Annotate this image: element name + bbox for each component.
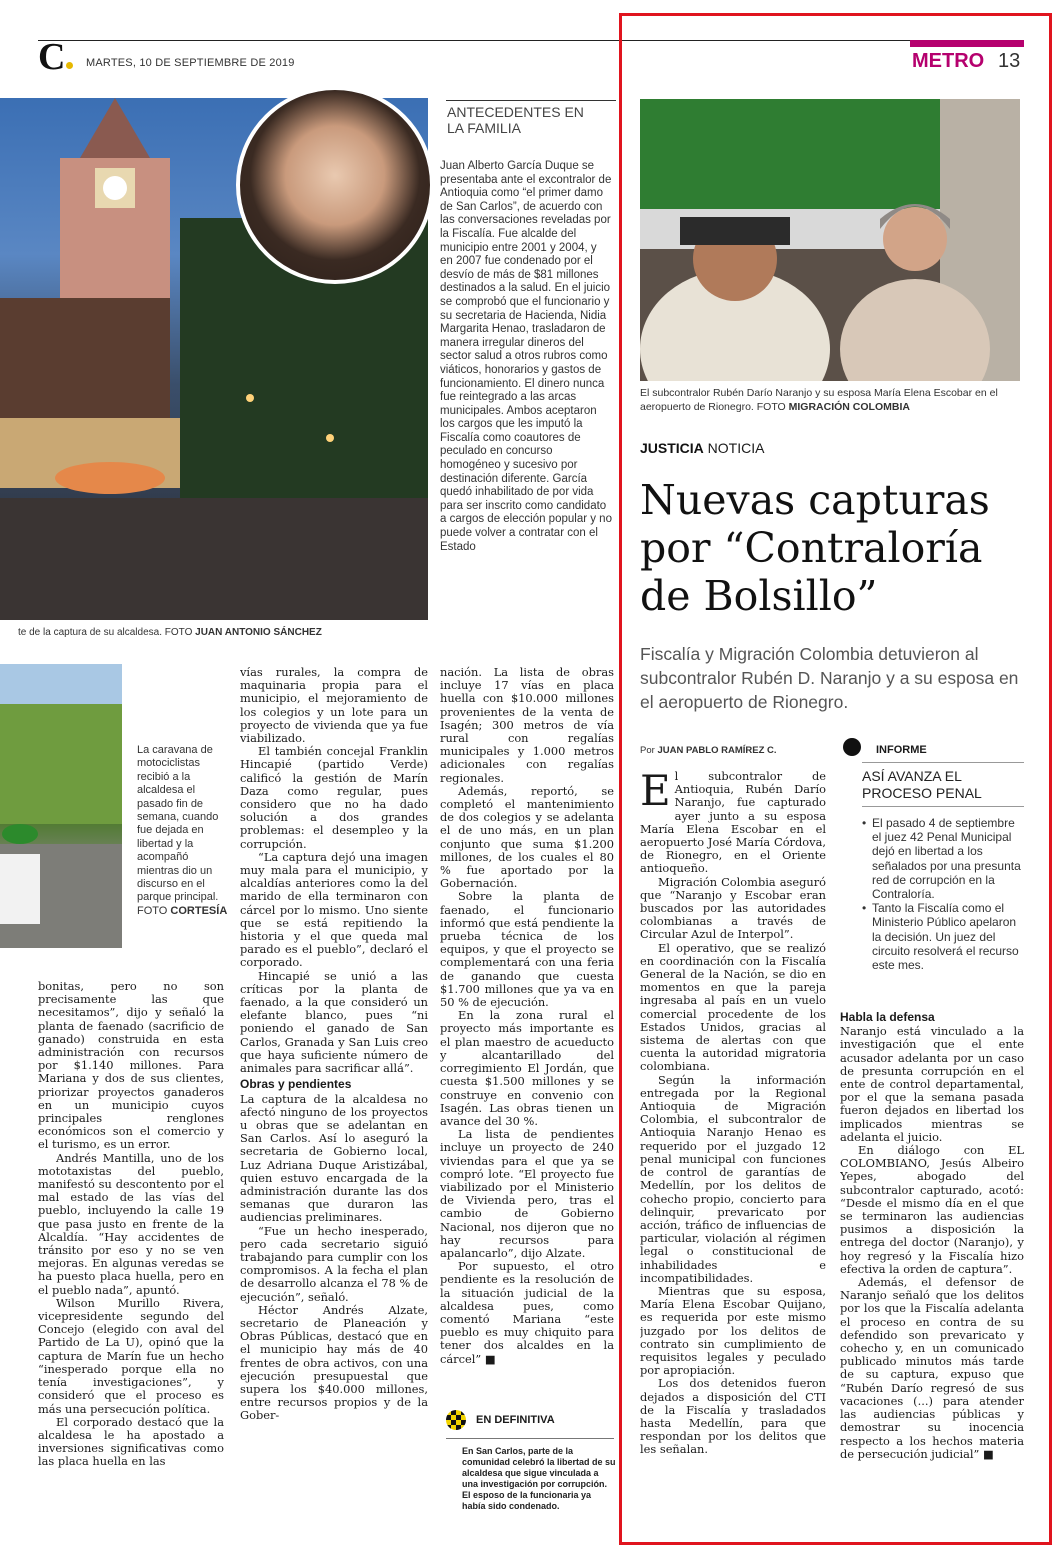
checkered-icon — [446, 1410, 466, 1430]
paragraph: El subcontralor de Antioquia, Rubén Darío Naranjo, fue capturado ayer junto a su esposa María Elena Escobar en el aeropuerto José María Córdova, de Rionegro, en el Oriente antioqueño. — [640, 770, 826, 876]
paragraph: La captura de la alcaldesa no afectó ninguno de los proyectos u obras que se adelantan en San Carlos. Así lo aseguró la secretaria de Gobierno local, Luz Adriana Duque Aristizábal, quien estuvo encargada de la administración durante las dos semanas que duraron las audiencias preliminares. — [240, 1091, 428, 1225]
paragraph: Wilson Murillo Rivera, vicepresidente segundo del Concejo (elegido con aval del Partido de La U), opinó que la captura de Marín fue un hecho “inesperado porque ella no tenía investigaciones”, y consideró que el proceso es más una persecución política. — [38, 1295, 224, 1416]
section-name: METRO — [912, 50, 985, 72]
logo-dot-icon — [66, 62, 73, 69]
paragraph: El también concejal Franklin Hincapié (partido Verde) calificó la gestión de Marín Daza como regular, pues considero que no ha dado solución a dos grandes problemas: el desempleo y la corrupción. — [240, 744, 428, 851]
paragraph: El corporado destacó que la alcaldesa le ha apostado a inversiones significativas como las placa huella en las — [38, 1414, 224, 1469]
paragraph: Los dos detenidos fueron dejados a disposición del CTI de la Fiscalía y trasladados hasta Medellín, para que respondan por los delitos que les señalan. — [640, 1376, 826, 1457]
paragraph: “Fue un hecho inesperado, pero cada secretario siguió trabajando para cumplir con los compromisos. A la fecha el plan de desarrollo alcanza el 78 % de ejecución”, señaló. — [240, 1223, 428, 1304]
paragraph: nación. La lista de obras incluye 17 vías en placa huella con $10.000 millones provenientes de la venta de Isagén; 300 metros de vía rural con regalías municipales y 1.000 metros adicionales con regalías regionales. — [440, 666, 614, 785]
paragraph: Héctor Andrés Alzate, secretario de Planeación y Obras Públicas, destacó que en el municipio hay más de 40 frentes de obra activos, con una ejecución presupuestal que supera los $40.000 millones, entre recursos propios y de la Gober- — [240, 1302, 428, 1423]
paragraph: Además, reportó, se completó el mantenimiento de dos colegios y se adelanta el de uno más, en un plan conjunto que suma $1.200 millones, de los cuales el 80 % fue aportado por la Gobernación. — [440, 783, 614, 891]
story-column-2 — [240, 666, 428, 1522]
photo-credit: JUAN ANTONIO SÁNCHEZ — [195, 627, 322, 638]
definitiva-label: EN DEFINITIVA — [476, 1414, 555, 1426]
subheading: Obras y pendientes — [240, 1077, 352, 1092]
article-column-2 — [840, 1008, 1024, 1522]
article-byline: Por JUAN PABLO RAMÍREZ C. — [640, 745, 777, 756]
informe-title: ASÍ AVANZA EL PROCESO PENAL — [862, 768, 982, 801]
paragraph: Por supuesto, el otro pendiente es la resolución de la situación judicial de la alcaldesa pues, como comentó Mariana “este pueblo es muy chiquito para tener dos alcaldes en la cárcel” ■ — [440, 1260, 614, 1366]
informe-label: INFORME — [876, 744, 927, 756]
motorcade-caption: La caravana de motociclistas recibió a la alcaldesa el pasado fin de semana, cuando fue dejada en libertad y la acompañó mientras dio un discurso en el parque principal. FOTO CORTESÍA — [137, 744, 228, 917]
article-kicker — [640, 440, 764, 456]
kicker-type: NOTICIA — [703, 440, 765, 456]
paragraph: “La captura dejó una imagen muy mala para el municipio, y alcaldías anteriores como la del marido de ella terminaron con cárcel por lo mismo. Uno siente que se está repitiendo la historia y el que queda mal parado es el pueblo”, declaró el corporado. — [240, 849, 428, 970]
airport-photo — [640, 99, 1020, 381]
article-column-1 — [640, 770, 826, 1522]
airport-photo-caption: El subcontralor Rubén Darío Naranjo y su esposa María Elena Escobar en el aeropuerto de Rionegro. FOTO MIGRACIÓN COLOMBIA — [640, 387, 998, 413]
document-icon — [843, 738, 861, 756]
logo-letter: C — [38, 36, 66, 78]
list-item: • El pasado 4 de septiembre el juez 42 Penal Municipal dejó en libertad a los señalados por una presunta red de corrupción en la Contraloría. — [862, 816, 1027, 901]
informe-list — [862, 816, 1027, 972]
mayor-portrait-photo — [236, 86, 434, 284]
paragraph: Según la información entregada por la Regional Antioquia de Migración Colombia, el subcontralor de Antioquia Naranjo Henao es requerido por el juzgado 12 penal municipal con funciones de control de garantías de Medellín, por los delitos de cohecho propio, concierto para delinquir, prevaricato por acción, tráfico de influencias de particular, violación al régimen legal o constitucional de inhabilidades e incompatibilidades. — [640, 1072, 826, 1285]
paragraph: Migración Colombia aseguró que “Naranjo y Escobar eran buscados por las autoridades colombianas a través de Circular Azul de Interpol”. — [640, 874, 826, 942]
airport-illustration-icon — [640, 99, 1020, 381]
paragraph: bonitas, pero no son precisamente las que necesitamos”, dijo y señaló la planta de faenado (sacrificio de ganado) construida en esta administración con recursos por $1.140 millones. Para Mariana y dos de sus clientes, priorizar proyectos ganaderos en un municipio cuyos principales renglones económicos son el comercio y el turismo, es un error. — [38, 980, 224, 1152]
paragraph: En diálogo con EL COLOMBIANO, Jesús Albeiro Yepes, abogado del subcontralor capturado, acotó: “Desde el mismo día en el que se terminaron las audiencias pusimos a disposición la entrega del doctor (Naranjo), y hoy regresó y la Fiscalía hizo efectiva la orden de captura”. — [840, 1143, 1024, 1276]
article-headline: Nuevas capturas por “Contraloría de Bolsillo” — [640, 476, 990, 620]
story-column-1 — [38, 980, 224, 1520]
paragraph: La lista de pendientes incluye un proyecto de 240 viviendas para el que ya se compró lote. “El proyecto fue viabilizado por el Ministerio de Vivienda pero, tras el cambio de Gobierno Nacional, nos dijeron que no hay recursos para apalancarlo”, dijo Alzate. — [440, 1127, 614, 1260]
paragraph: Además, el defensor de Naranjo señaló que los delitos por los que la Fiscalía adelanta el proceso en contra de su defendido son prevaricato y cohecho y, en un comunicado publicado minutos más tarde de su captura, expuso que “Rubén Darío regresó de sus vacaciones (...) para atender las audiencias públicas y demostrar su inocencia respecto a los hechos materia de persecución judicial” ■ — [840, 1276, 1024, 1461]
paragraph: Hincapié se unió a las críticas por la planta de faenado, a la que consideró un elefante blanco, pues “ni poniendo el ganado de San Carlos, Granada y San Luis creo que haya suficiente número de animales para sacrificar allá”. — [240, 968, 428, 1076]
photo-credit: CORTESÍA — [170, 904, 228, 917]
drop-cap: E — [640, 770, 671, 815]
paragraph: Sobre la planta de faenado, el funcionario informó que está pendiente la prueba técnica de los equipos, y que el proyecto se complementará con una feria de ganando que cuesta $1.700 millones que ya va en 50 % de ejecución. — [440, 889, 614, 1010]
kicker-section: JUSTICIA — [640, 440, 704, 456]
paragraph: El operativo, que se realizó en coordinación con la Fiscalía General de la Nación, se dio en momentos en que la pareja ingresaba al país en un vuelo comercial procedente de los Estados Unidos, gracias al sistema de alertas con que cuenta la autoridad migratoria colombiana. — [640, 940, 826, 1074]
box-rule — [446, 1438, 614, 1439]
paragraph: Mientras que su esposa, María Elena Escobar Quijano, es requerida por este mismo juzgado por los delitos de contrato sin cumplimiento de requisitos legales y peculado por apropiación. — [640, 1283, 826, 1378]
antecedentes-title: ANTECEDENTES EN LA FAMILIA — [447, 104, 584, 136]
subheading: Habla la defensa — [840, 1010, 935, 1024]
antecedentes-text: Juan Alberto García Duque se presentaba ante el excontralor de Antioquia como “el primer damo de San Carlos”, de acuerdo con las conversaciones reveladas por la Fiscalía. Fue alcalde del municipio entre 2001 y 2004, y en 2007 fue condenado por el desvío de más de $81 millones destinados a la salud. En el juicio se comprobó que el funcionario y su secretaria de Hacienda, Nidia Margarita Henao, trasladaron de manera irregular dineros del sector salud a otros rubros como viáticos, honorarios y gastos de funcionamiento. El dinero nunca fue reintegrado a las arcas municipales. Ambos aceptaron los cargos que les imputó la Fiscalía como coautores de peculado en concurso homogéneo y sucesivo por destinación diferente. García quedó inhabilitado de por vida para ser inscrito como candidato a cargos de elección popular y no puede volver a contratar con el Estado — [440, 160, 612, 553]
motorcade-illustration-icon — [0, 664, 122, 948]
box-rule — [862, 762, 1024, 763]
paragraph: Andrés Mantilla, uno de los mototaxistas del pueblo, manifestó su descontento por el mal estado de las vías del pueblo, incluyendo la calle 19 que pasa justo en frente de la Alcaldía. “Hay accidentes de tránsito por eso y no se ven mejoras. En algunas veredas se ha puesto placa huella, pero en el pueblo nada”, apuntó. — [38, 1150, 224, 1297]
definitiva-text: En San Carlos, parte de la comunidad celebró la libertad de su alcaldesa que sigue vinculada a una investigación por corrupción. El esposo de la funcionaria ya había sido condenado. — [462, 1446, 616, 1511]
list-item: • Tanto la Fiscalía como el Ministerio Público apelaron la decisión. Un juez del circuito resolverá el recurso este mes. — [862, 901, 1027, 972]
paragraph: Naranjo está vinculado a la investigación que el ente acusador adelanta por un caso de presunta corrupción en el ente de control departamental, por el que la semana pasada fueron dejados en libertad los implicados mientras se adelanta el juicio. — [840, 1024, 1024, 1144]
article-dek: Fiscalía y Migración Colombia detuvieron al subcontralor Rubén D. Naranjo y a su esposa en el aeropuerto de Rionegro. — [640, 644, 1019, 712]
author-name: JUAN PABLO RAMÍREZ C. — [657, 745, 777, 756]
box-rule — [862, 806, 1024, 807]
sidebar-rule — [446, 100, 616, 101]
church-photo-caption: te de la captura de su alcaldesa. FOTO JUAN ANTONIO SÁNCHEZ — [18, 627, 322, 638]
photo-credit: MIGRACIÓN COLOMBIA — [788, 401, 910, 413]
newspaper-logo — [38, 36, 73, 78]
story-column-3 — [440, 666, 614, 1386]
page-number: 13 — [998, 50, 1021, 72]
paragraph: vías rurales, la compra de maquinaria propia para el municipio, el mejoramiento de los colegios y un lote para un proyecto de vivienda que ya fue viabilizado. — [240, 666, 428, 746]
issue-date: MARTES, 10 DE SEPTIEMBRE DE 2019 — [86, 57, 295, 69]
motorcade-photo — [0, 664, 122, 948]
paragraph: En la zona rural el proyecto más importante es el plan maestro de acueducto y alcantarillado del corregimiento El Jordán, que cuesta $1.500 millones y se construye en convenio con Isagén. Las obras tienen un avance del 30 %. — [440, 1008, 614, 1128]
